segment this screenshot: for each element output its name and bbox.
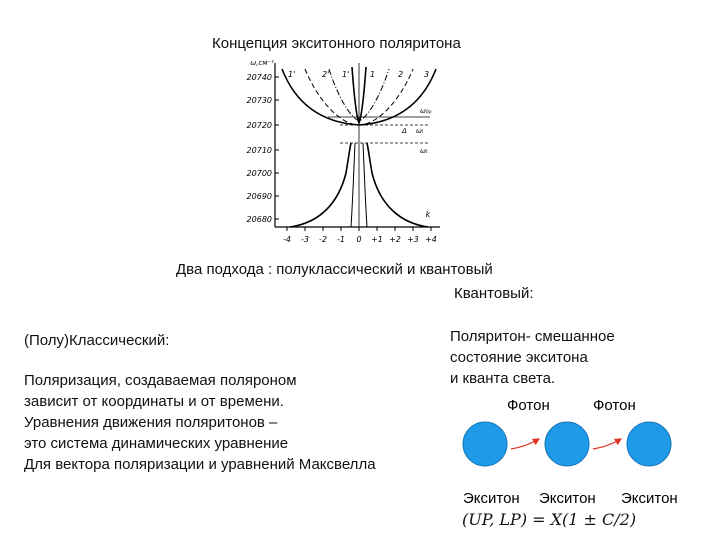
exciton-label: Экситон xyxy=(621,490,678,507)
polariton-diagram xyxy=(455,385,715,507)
slide-title: Концепция экситонного поляритона xyxy=(212,35,461,52)
x-tick-label: +4 xyxy=(425,235,437,244)
x-tick-label: +2 xyxy=(389,235,401,244)
y-tick-label: 20680 xyxy=(246,215,272,224)
x-tick-label: -1 xyxy=(337,235,345,244)
lower-polariton-right xyxy=(367,143,428,227)
photon-label: Фотон xyxy=(593,397,636,414)
exciton-ball xyxy=(463,422,507,466)
x-tick-label: -3 xyxy=(301,235,309,244)
x-tick-label: -4 xyxy=(283,235,291,244)
lower-polariton-left xyxy=(290,143,351,227)
annotation-omega-l: ωₗ xyxy=(416,127,424,135)
inner-lower-right xyxy=(363,143,367,227)
paragraph-line: и кванта света. xyxy=(450,370,556,387)
y-tick-label: 20690 xyxy=(246,192,272,201)
polariton-paragraph xyxy=(450,326,615,389)
y-tick-label: 20730 xyxy=(246,96,272,105)
paragraph-line: зависит от координаты и от времени. xyxy=(24,393,284,410)
paragraph-line: Уравнения движения поляритонов – xyxy=(24,414,278,431)
y-tick-label: 20740 xyxy=(246,73,272,82)
photon-arrow xyxy=(511,439,539,449)
x-tick-label: +3 xyxy=(407,235,419,244)
y-tick-label: 20700 xyxy=(246,169,272,178)
annotation-delta: Δ xyxy=(402,127,407,135)
inner-lower-left xyxy=(351,143,355,227)
exciton-label: Экситон xyxy=(463,490,520,507)
paragraph-line: Для вектора поляризации и уравнений Максвелла xyxy=(24,456,376,473)
curve-label: 3 xyxy=(424,70,430,79)
annotation-omega-t: ωₜ xyxy=(420,147,428,155)
x-tick-label: +1 xyxy=(371,235,383,244)
classical-heading: (Полу)Классический: xyxy=(24,332,170,349)
curve-label: 1' xyxy=(288,70,296,79)
paragraph-line: это система динамических уравнение xyxy=(24,435,289,452)
classical-paragraph xyxy=(24,370,376,475)
curve-label: 2' xyxy=(322,70,330,79)
dispersion-figure xyxy=(228,55,458,250)
photon-label: Фотон xyxy=(507,397,550,414)
exciton-ball xyxy=(545,422,589,466)
paragraph-line: Поляризация, создаваемая поляроном xyxy=(24,372,297,389)
exciton-label: Экситон xyxy=(539,490,596,507)
approaches-heading: Два подхода : полуклассический и квантовый xyxy=(176,261,493,278)
curve-label: 1' xyxy=(342,70,350,79)
paragraph-line: состояние экситона xyxy=(450,349,588,366)
photon-arrow xyxy=(593,439,621,449)
x-axis-label: k xyxy=(425,210,431,219)
polariton-formula: (UP, LP) = X(1 ± C/2) xyxy=(462,510,637,529)
y-unit-label: ω,см⁻¹ xyxy=(250,59,274,67)
exciton-ball xyxy=(627,422,671,466)
x-tick-label: -2 xyxy=(319,235,327,244)
curve-label: 1 xyxy=(370,70,376,79)
annotation-omega-lp: ω₀ₚ xyxy=(420,107,432,115)
y-tick-label: 20710 xyxy=(246,146,272,155)
y-tick-label: 20720 xyxy=(246,121,272,130)
quantum-heading: Квантовый: xyxy=(454,285,534,302)
x-tick-label: 0 xyxy=(356,235,362,244)
curve-label: 2 xyxy=(398,70,404,79)
paragraph-line: Поляритон- смешанное xyxy=(450,328,615,345)
